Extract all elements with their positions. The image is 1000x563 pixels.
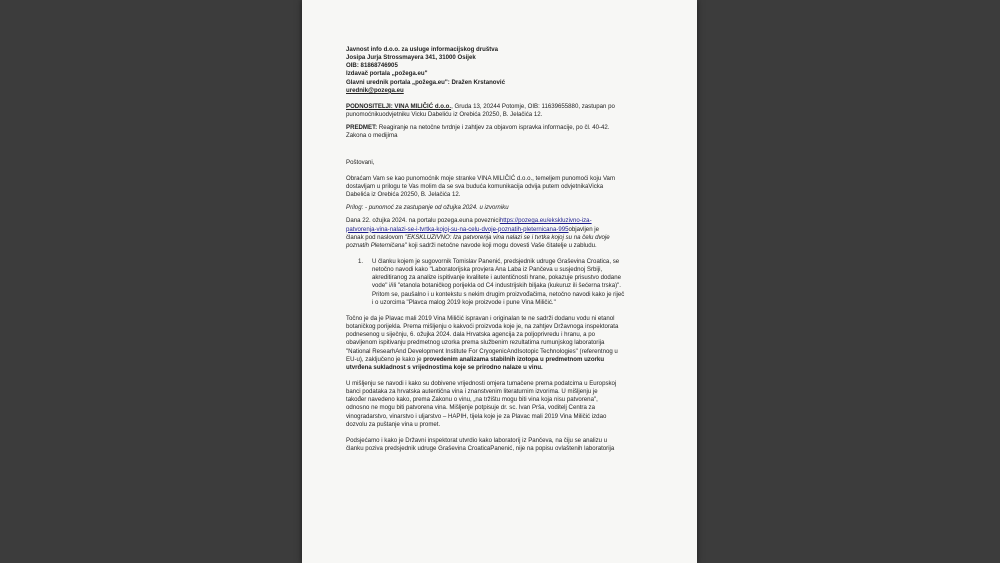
- misljenje-line-5: vinogradarstvo, vinarstvo i uljarstvo – HAPIH, tijela koje je za Plavac mali 2019 Vina Miličić izdao: [346, 412, 607, 420]
- prilog-note: Prilog: - punomoć za zastupanje od ožujka 2024. u izvorniku: [346, 204, 509, 212]
- podnositelji-line-2: punomoćnikuodvjetniku Vicku Dabeliću iz Orebića 20250, B. Jelačića 12.: [346, 111, 543, 119]
- tocno-bold-1: provedenim analizama stabilnih izotopa u predmetnom uzorku: [423, 355, 605, 363]
- header-line-address: Josipa Jurja Strossmayera 341, 31000 Osijek: [346, 54, 476, 62]
- dana-line-3: članak pod naslovom: [346, 233, 405, 241]
- article-link-part-2[interactable]: patvorenja-vina-nalazi-se-i-tvrtka-kojoj-su-na-celu-dvoje-poznatih-pleternicana-995: [346, 225, 569, 233]
- podnositelji-label: PODNOSITELJI: VINA MILIČIĆ d.o.o.: [346, 102, 452, 110]
- predmet-block: [346, 124, 658, 140]
- item-line-3: akreditiranog za analize ispitivanje kvalitete i autentičnosti hrane, pokazuje prisustvo dodane: [372, 274, 621, 282]
- article-link-part-1[interactable]: https://pozega.eu/ekskluzivno-iza-: [499, 217, 592, 225]
- misljenje-line-2: banci podataka za hrvatska autentična vina i znanstvenim literaturnim izvorima. U mišljenju je: [346, 388, 598, 396]
- tocno-line-3: podnesenog u siječnju, 6. ožujka 2024. dala Hrvatska agencija za poljoprivredu i hranu, a po: [346, 331, 595, 339]
- tocno-line-1: Točno je da je Plavac mali 2019 Vina Miličić ispravan i originalan te ne sadrži dodanu vodu ni etanol: [346, 314, 615, 322]
- article-title-part-1: "EKSKLUZIVNO: Iza patvorenja vina nalazi se i tvrtka kojoj su na čelu dvoje: [404, 233, 610, 241]
- dana-line-4: koji sadrži netočne navode koji mogu dovesti Vaše čitatelje u zabludu.: [406, 241, 597, 249]
- misljenje-line-4: odnosno ne mogu biti patvorena vina. Mišljenje potpisuje dr. sc. Ivan Prša, voditelj Centra za: [346, 404, 595, 412]
- podsjecamo-paragraph: [346, 437, 658, 453]
- podsjecamo-line-1: Podsjećamo i kako je Državni inspektorat utvrdio kako laboratorij iz Pančeva, na čiju se analizu u: [346, 436, 608, 444]
- item-line-1: U članku kojem je sugovornik Tomislav Panenić, predsjednik udruge Graševina Croatica, se: [372, 257, 620, 265]
- intro-paragraph: [346, 175, 658, 199]
- header-line-editor: Glavni urednik portala „požega.eu": Dražen Krstanović: [346, 78, 505, 86]
- header-line-company: Javnost info d.o.o. za usluge informacijskog društva: [346, 46, 499, 53]
- tocno-line-2: botaničkog porijekla. Prema mišljenju o kakvoći proizvoda koje je, na zahtjev Državnoga inspektorata: [346, 323, 619, 331]
- list-item-number: 1.: [358, 257, 364, 265]
- podnositelji-line-1: , Gruda 13, 20244 Potomje, OIB: 11639655880, zastupan po: [451, 102, 615, 110]
- tocno-line-4: obavljenom ispitivanju predmetnog uzorka prema službenim rezultatima rumunjskog laboratorija: [346, 339, 605, 347]
- letter-body: [346, 46, 658, 453]
- tocno-paragraph: [346, 315, 658, 372]
- intro-line-3: Dabelića iz Orebića 20250, B. Jelačića 12.: [346, 191, 461, 199]
- podnositelji-block: [346, 103, 658, 119]
- item-line-2: netočno navodi kako "Laboratorijska provjera Ana Laba iz Pančeva u susjednoj Srbiji,: [372, 266, 603, 274]
- predmet-line-1: Reagiranje na netočne tvrdnje i zahtjev za objavom ispravka informacije, po čl. 40-42.: [377, 124, 610, 132]
- dana-line-1: Dana 22. ožujka 2024. na portalu pozega.euna poveznici: [346, 217, 500, 225]
- misljenje-line-1: U mišljenju se navodi i kako su dobivene vrijednosti omjera tumačene prema podatcima u Europskoj: [346, 380, 617, 387]
- document-page: [302, 0, 697, 563]
- list-item: [358, 258, 658, 307]
- misljenje-paragraph: [346, 380, 658, 429]
- tocno-line-6: EU-u), zaključeno je kako je: [346, 355, 424, 363]
- dana-paragraph: [346, 217, 658, 250]
- intro-line-2: dostavljam u prilogu te Vas molim da se sva buduća komunikacija odvija putem odvjetnikaVicka: [346, 182, 604, 190]
- article-title-part-2: poznatih Pleterničana": [346, 241, 407, 249]
- tocno-line-5: "National ResearhAnd Development Institute For CryogenicAndIsotopic Technologies" (referentnog u: [346, 347, 618, 355]
- item-line-5: Pritom se, paušalno i u kontekstu s nekim drugim proizvođačima, netočno navodi kako je riječ: [372, 290, 625, 298]
- header-line-publisher: Izdavač portala „požega.eu": [346, 70, 428, 78]
- tocno-bold-2: utvrđena sukladnost s vrijednostima koje se prirodno nalaze u vinu.: [346, 363, 543, 371]
- misljenje-line-6: dozvolu za puštanje vina u promet.: [346, 420, 441, 428]
- dana-line-2: objavljen je: [568, 225, 600, 233]
- item-line-6: i o uzorcima "Plavca malog 2019 koje proizvode i pune Vina Miličić.": [372, 298, 556, 306]
- podsjecamo-line-2: članku poziva predsjednik udruge Graševina CroaticaPanenić, nije na popisu ovlaštenih laboratorija: [346, 445, 615, 453]
- predmet-line-2: Zakona o medijima: [346, 132, 398, 140]
- predmet-label: PREDMET:: [346, 124, 378, 132]
- header-line-oib: OIB: 81868746905: [346, 62, 398, 70]
- greeting: Poštovani,: [346, 158, 375, 166]
- header-email: urednik@pozega.eu: [346, 86, 404, 94]
- misljenje-line-3: također navedeno kako, prema Zakonu o vinu, „na tržištu mogu biti vina koja nisu patvorena",: [346, 396, 598, 404]
- intro-line-1: Obraćam Vam se kao punomoćnik moje stranke VINA MILIČIĆ d.o.o., temeljem punomoći koju Vam: [346, 174, 616, 182]
- sender-header: [346, 46, 658, 95]
- item-line-4: vode" i/ili "etanola botaničkog porijekla od C4 industrijskih biljaka (kukuruz ili šećerna trska)".: [372, 282, 622, 290]
